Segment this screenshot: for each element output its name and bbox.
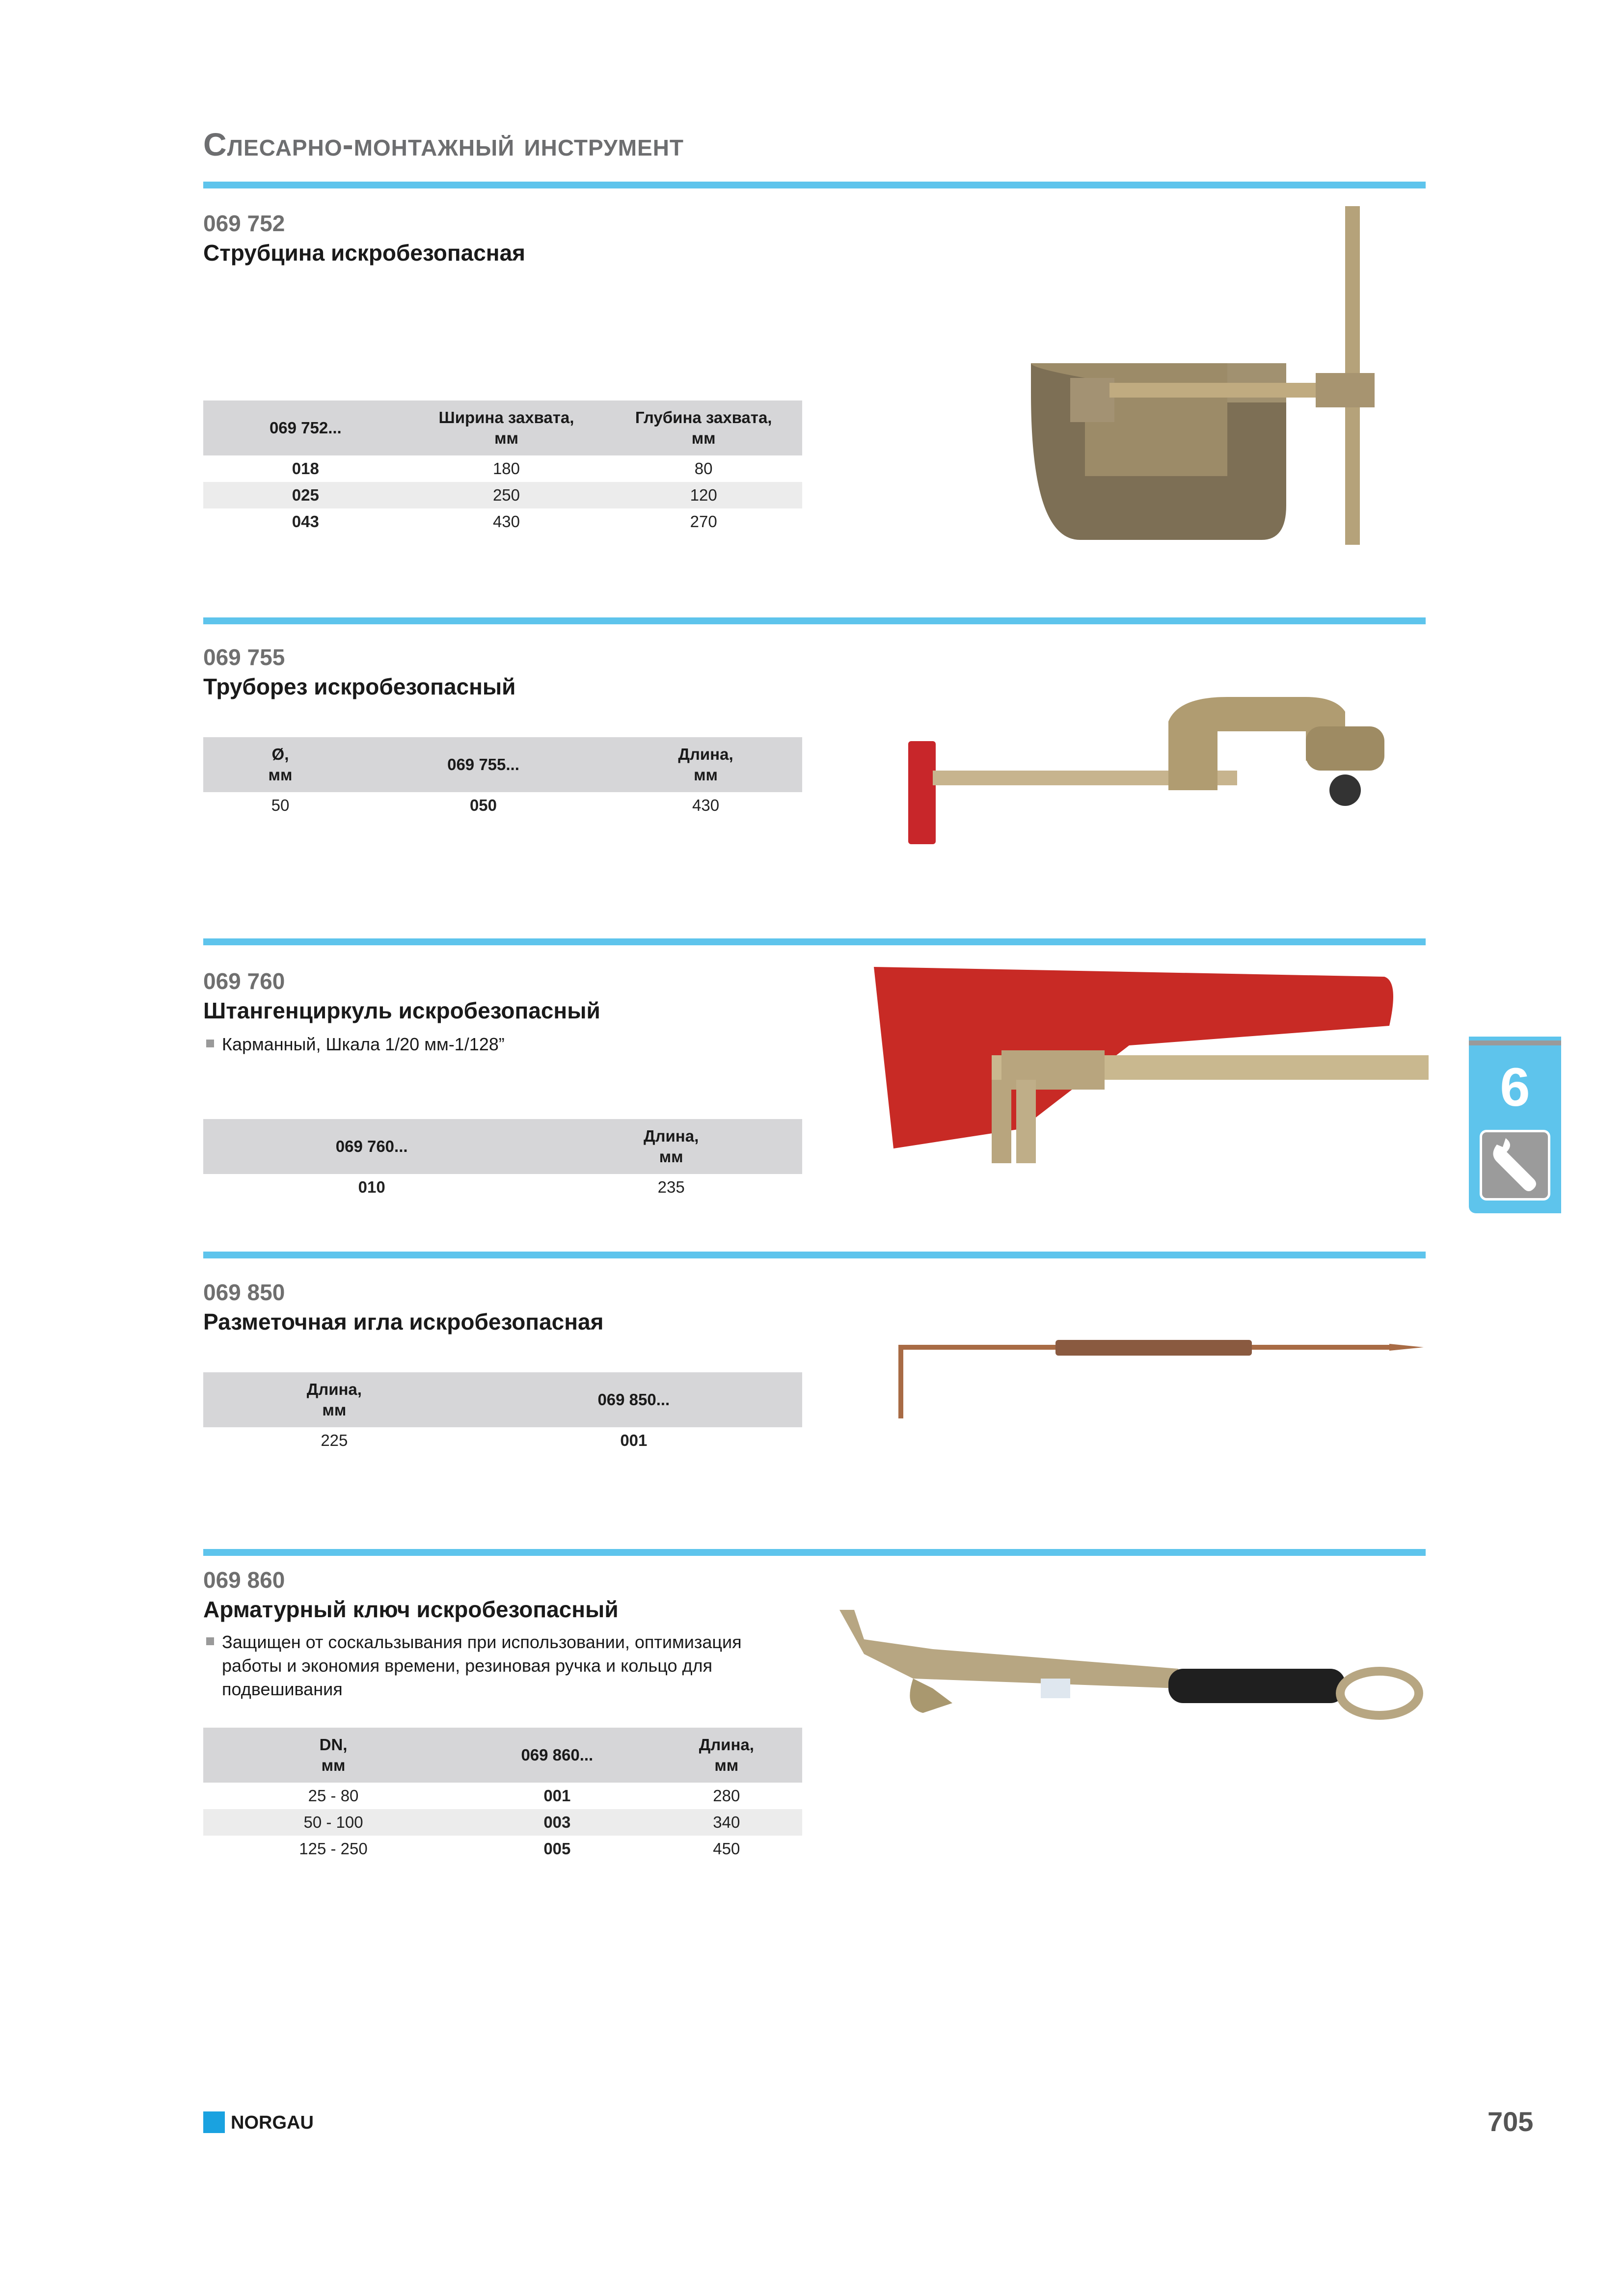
scriber-image bbox=[889, 1325, 1429, 1423]
product-code: 069 760 bbox=[203, 968, 285, 994]
bullet-marker bbox=[206, 1637, 214, 1645]
table-row: 225 001 bbox=[321, 1431, 648, 1449]
spec-table bbox=[203, 1119, 802, 1201]
product-code: 069 752 bbox=[203, 211, 285, 236]
c-clamp-image bbox=[1011, 201, 1443, 555]
table-header-length: Длина, мм bbox=[651, 1728, 802, 1783]
table-row: 50 - 100 003 340 bbox=[203, 1809, 802, 1836]
product-name: Разметочная игла искробезопасная bbox=[203, 1309, 604, 1335]
table-header-depth: Глубина захвата, мм bbox=[605, 400, 802, 455]
table-row: 50 050 430 bbox=[271, 796, 720, 814]
spec-table bbox=[203, 400, 802, 535]
table-header-code: 069 755... bbox=[357, 737, 609, 792]
table-header-code: 069 860... bbox=[463, 1728, 651, 1783]
bullet-marker bbox=[206, 1040, 214, 1047]
table-header-code: 069 760... bbox=[203, 1119, 540, 1174]
chapter-number: 6 bbox=[1500, 1057, 1530, 1118]
wrench-icon bbox=[1480, 1130, 1550, 1201]
table-header-code: 069 752... bbox=[203, 400, 408, 455]
table-header-dn: DN, мм bbox=[203, 1728, 463, 1783]
page-title: Слесарно-монтажный инструмент bbox=[203, 126, 684, 162]
table-header-diameter: Ø, мм bbox=[203, 737, 357, 792]
brand-name: NORGAU bbox=[231, 2112, 314, 2133]
spec-table bbox=[203, 1728, 802, 1862]
table-row: 025 250 120 bbox=[203, 482, 802, 508]
feature-bullet: Карманный, Шкала 1/20 мм-1/128” bbox=[206, 1033, 505, 1056]
table-header-code: 069 850... bbox=[465, 1372, 802, 1427]
chapter-tab bbox=[1469, 1037, 1561, 1213]
spec-table bbox=[203, 737, 802, 819]
product-code: 069 755 bbox=[203, 644, 285, 670]
table-header-length: Длина, мм bbox=[609, 737, 802, 792]
table-row: 043 430 270 bbox=[292, 512, 717, 531]
chapter-tab-bar bbox=[1469, 1041, 1561, 1045]
product-code: 069 860 bbox=[203, 1567, 285, 1593]
table-header-width: Ширина захвата, мм bbox=[408, 400, 605, 455]
table-row: 018 180 80 bbox=[292, 459, 713, 478]
product-name: Труборез искробезопасный bbox=[203, 674, 516, 699]
title-rule bbox=[203, 182, 1426, 188]
section-rule bbox=[203, 1549, 1426, 1556]
section-rule bbox=[203, 1252, 1426, 1258]
product-name: Штангенциркуль искробезопасный bbox=[203, 998, 600, 1023]
valve-key-image bbox=[835, 1605, 1434, 1752]
feature-bullet: Защищен от соскальзывания при использовании, оптимизация работы и экономия времени, резиновая ручка и кольцо для подвешивания bbox=[206, 1630, 742, 1701]
table-header-length: Длина, мм bbox=[540, 1119, 802, 1174]
table-row: 125 - 250 005 450 bbox=[299, 1840, 740, 1858]
table-header-length: Длина, мм bbox=[203, 1372, 465, 1427]
section-rule bbox=[203, 938, 1426, 945]
product-code: 069 850 bbox=[203, 1280, 285, 1305]
caliper-image bbox=[874, 967, 1434, 1193]
section-rule bbox=[203, 617, 1426, 624]
logo-square bbox=[203, 2111, 225, 2133]
product-name: Арматурный ключ искробезопасный bbox=[203, 1597, 619, 1622]
table-row: 010 235 bbox=[358, 1178, 685, 1196]
table-row: 25 - 80 001 280 bbox=[308, 1787, 740, 1805]
page-number: 705 bbox=[1488, 2106, 1534, 2137]
spec-table bbox=[203, 1372, 802, 1454]
product-name: Струбцина искробезопасная bbox=[203, 240, 525, 266]
pipe-cutter-image bbox=[903, 682, 1424, 859]
